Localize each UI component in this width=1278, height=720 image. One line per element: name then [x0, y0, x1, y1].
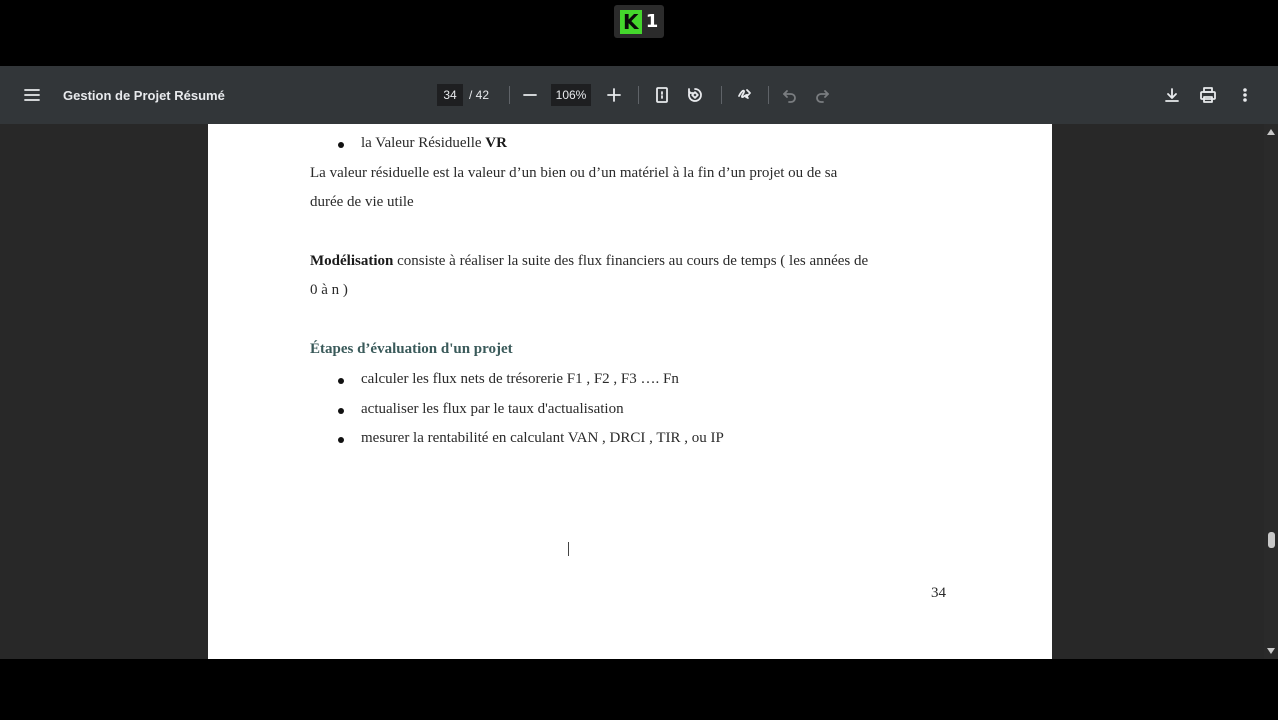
etapes-item: calculer les flux nets de trésorerie F1 , F2 , F3 …. Fn — [361, 371, 679, 387]
zoom-out-button[interactable] — [516, 66, 544, 124]
modelisation-line2: 0 à n ) — [310, 282, 348, 298]
bullet-dot — [338, 378, 344, 384]
page-navigator — [437, 66, 489, 124]
pdf-page — [208, 124, 1052, 659]
text-cursor-icon — [568, 542, 571, 556]
zoom-level-wrap — [551, 66, 591, 124]
undo-button[interactable] — [776, 66, 804, 124]
etapes-item: mesurer la rentabilité en calculant VAN , DRCI , TIR , ou IP — [361, 430, 724, 446]
draw-icon — [736, 86, 754, 104]
bullet-vr-line — [361, 135, 507, 152]
badge-number: 1 — [645, 11, 659, 32]
toolbar-divider — [768, 86, 769, 104]
pdf-viewer — [0, 66, 1278, 659]
undo-icon — [781, 86, 799, 104]
redo-button[interactable] — [808, 66, 836, 124]
document-area[interactable] — [0, 124, 1278, 659]
badge-logo: K — [620, 10, 642, 34]
rotate-button[interactable] — [681, 66, 709, 124]
bullet-vr-text: la Valeur Résiduelle — [361, 135, 486, 151]
menu-button[interactable] — [18, 66, 46, 124]
scroll-thumb[interactable] — [1268, 532, 1275, 548]
modelisation-term: Modélisation — [310, 253, 394, 269]
document-title: Gestion de Projet Résumé — [63, 87, 225, 103]
fit-page-button[interactable] — [648, 66, 676, 124]
zoom-level-input[interactable]: 106% — [551, 84, 591, 106]
viewer-toolbar — [0, 66, 1278, 124]
more-vert-icon — [1236, 86, 1254, 104]
more-options-button[interactable] — [1231, 66, 1259, 124]
toolbar-divider — [721, 86, 722, 104]
plus-icon — [605, 86, 623, 104]
menu-icon — [23, 86, 41, 104]
toolbar-divider — [638, 86, 639, 104]
modelisation-definition: consiste à réaliser la suite des flux financiers au cours de temps ( les années de — [393, 253, 869, 269]
scroll-down-arrow-icon[interactable] — [1267, 648, 1275, 654]
page-number-input[interactable]: 34 — [437, 84, 463, 106]
toolbar-divider — [509, 86, 510, 104]
app-badge — [614, 5, 664, 38]
scroll-up-arrow-icon[interactable] — [1267, 129, 1275, 135]
download-button[interactable] — [1158, 66, 1186, 124]
modelisation-line1 — [310, 253, 868, 270]
vr-paragraph-line2: durée de vie utile — [310, 194, 414, 210]
print-icon — [1199, 86, 1217, 104]
print-button[interactable] — [1194, 66, 1222, 124]
vertical-scrollbar[interactable] — [1264, 124, 1278, 659]
bullet-dot — [338, 408, 344, 414]
fit-page-icon — [653, 86, 671, 104]
document-title-wrap — [63, 66, 225, 124]
etapes-item: actualiser les flux par le taux d'actualisation — [361, 401, 624, 417]
bullet-vr-bold: VR — [485, 135, 507, 151]
zoom-in-button[interactable] — [600, 66, 628, 124]
page-footer-number: 34 — [931, 585, 946, 601]
download-icon — [1163, 86, 1181, 104]
rotate-icon — [686, 86, 704, 104]
minus-icon — [521, 86, 539, 104]
bullet-dot — [338, 142, 344, 148]
vr-paragraph-line1: La valeur résiduelle est la valeur d’un bien ou d’un matériel à la fin d’un projet ou de sa — [310, 165, 838, 181]
bullet-dot — [338, 437, 344, 443]
etapes-heading: Étapes d’évaluation d'un projet — [310, 341, 513, 357]
page-total: / 42 — [469, 88, 490, 102]
redo-icon — [813, 86, 831, 104]
annotate-button[interactable] — [731, 66, 759, 124]
